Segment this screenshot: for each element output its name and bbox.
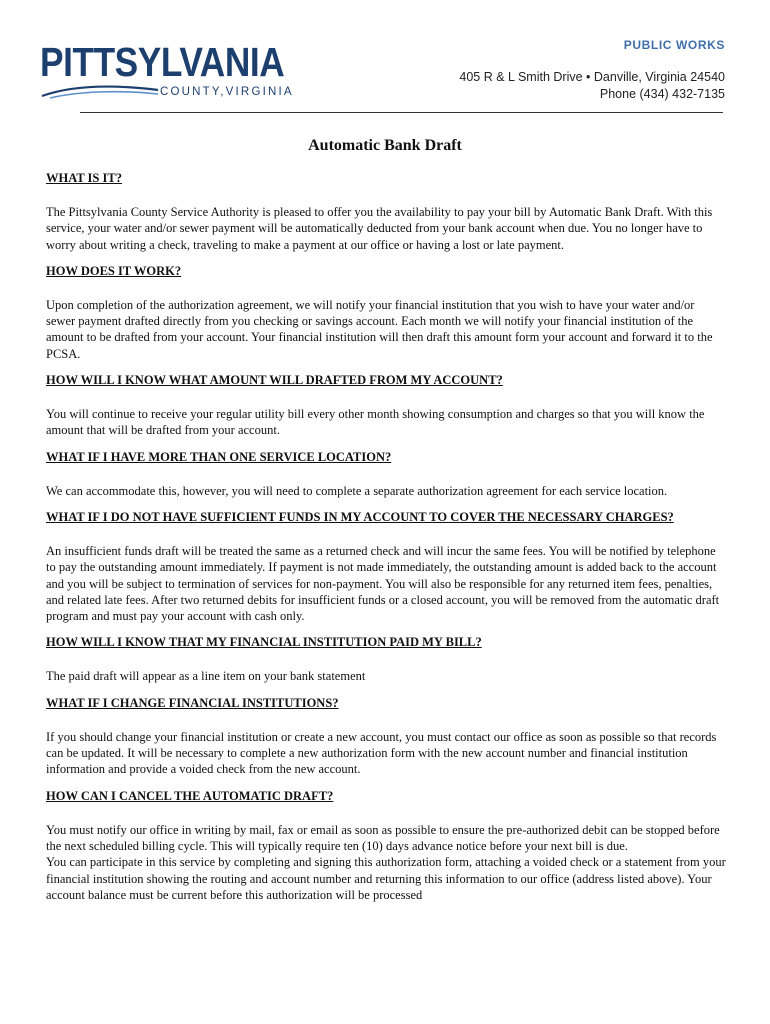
address-block [459,69,725,103]
faq-answer: We can accommodate this, however, you will need to complete a separate authorization agreement for each service location. [46,483,668,498]
faq-section [46,509,726,624]
faq-section [46,449,726,499]
logo-wordmark: PITTSYLVANIA [40,39,285,85]
faq-answer: The Pittsylvania County Service Authority is pleased to offer you the availability to pay your bill by Automatic Bank Draft. With this service, your water and/or sewer payment will be automatically deducted from your bank account when due. You no longer have to worry about writing a check, traveling to make a payment at our office or having a lost or late payment. [46,205,713,252]
faq-section [46,634,726,684]
closing-paragraph: You can participate in this service by completing and signing this authorization form, attaching a voided check or a statement from your financial institution showing the routing and account number and returning this information to our office (address listed above). Your account balance must be current before this authorization will be processed [46,855,726,902]
faq-question: HOW WILL I KNOW WHAT AMOUNT WILL DRAFTED FROM MY ACCOUNT? [46,373,503,388]
faq-question: HOW WILL I KNOW THAT MY FINANCIAL INSTITUTION PAID MY BILL? [46,635,482,650]
faq-section [46,788,726,903]
faq-answer: Upon completion of the authorization agreement, we will notify your financial institution that you wish to have your water and/or sewer payment drafted directly from you checking or savings account. Each month we will notify your financial institution of the amount to be drafted from your account. Your financial institution will then draft this amount form your account and forward it to the PCSA. [46,297,713,361]
faq-question: WHAT IF I HAVE MORE THAN ONE SERVICE LOCATION? [46,449,392,464]
logo-subtitle: COUNTY,VIRGINIA [160,86,294,98]
county-logo [40,40,295,102]
faq-content [46,170,726,903]
faq-section [46,263,726,362]
department-name: PUBLIC WORKS [623,38,725,52]
faq-question: WHAT IF I DO NOT HAVE SUFFICIENT FUNDS IN MY ACCOUNT TO COVER THE NECESSARY CHARGES? [46,509,674,524]
faq-question: WHAT IS IT? [46,171,122,185]
faq-answer: If you should change your financial institution or create a new account, you must contact our office as soon as possible so that records can be updated. It will be necessary to complete a new authorization form with the new account number and financial institution information and provide a voided check from the new account. [46,729,717,777]
street-address: 405 R & L Smith Drive • Danville, Virginia 24540 [459,70,725,84]
header-divider [80,112,723,113]
faq-question: HOW CAN I CANCEL THE AUTOMATIC DRAFT? [46,788,334,803]
page-title: Automatic Bank Draft [308,137,462,154]
phone-number: Phone (434) 432-7135 [599,87,725,101]
faq-question: WHAT IF I CHANGE FINANCIAL INSTITUTIONS? [46,695,339,710]
faq-question: HOW DOES IT WORK? [46,263,182,278]
faq-section [46,170,726,253]
faq-answer: The paid draft will appear as a line item on your bank statement [46,669,366,684]
faq-answer: You must notify our office in writing by mail, fax or email as soon as possible to ensure the pre-authorized debit can be stopped before the next scheduled billing cycle. This will typically require ten (10) days advance notice before your next bill is due. [46,822,720,853]
faq-section [46,695,726,778]
logo-swoosh-icon [40,82,160,100]
faq-answer: You will continue to receive your regular utility bill every other month showing consumption and charges so that you will know the amount that will be drafted from your account. [46,407,705,438]
faq-section [46,372,726,439]
faq-answer: An insufficient funds draft will be treated the same as a returned check and will incur the same fees. You will be notified by telephone to pay the outstanding amount immediately. If payment is not made immediately, the outstanding amount is added back to the account and you will be subject to termination of services for non-payment. You will also be responsible for any returned item fees, penalties, and related late fees. After two returned debits for insufficient funds or a closed account, you will be removed from the automatic draft program and must pay your account with cash only. [46,543,720,624]
